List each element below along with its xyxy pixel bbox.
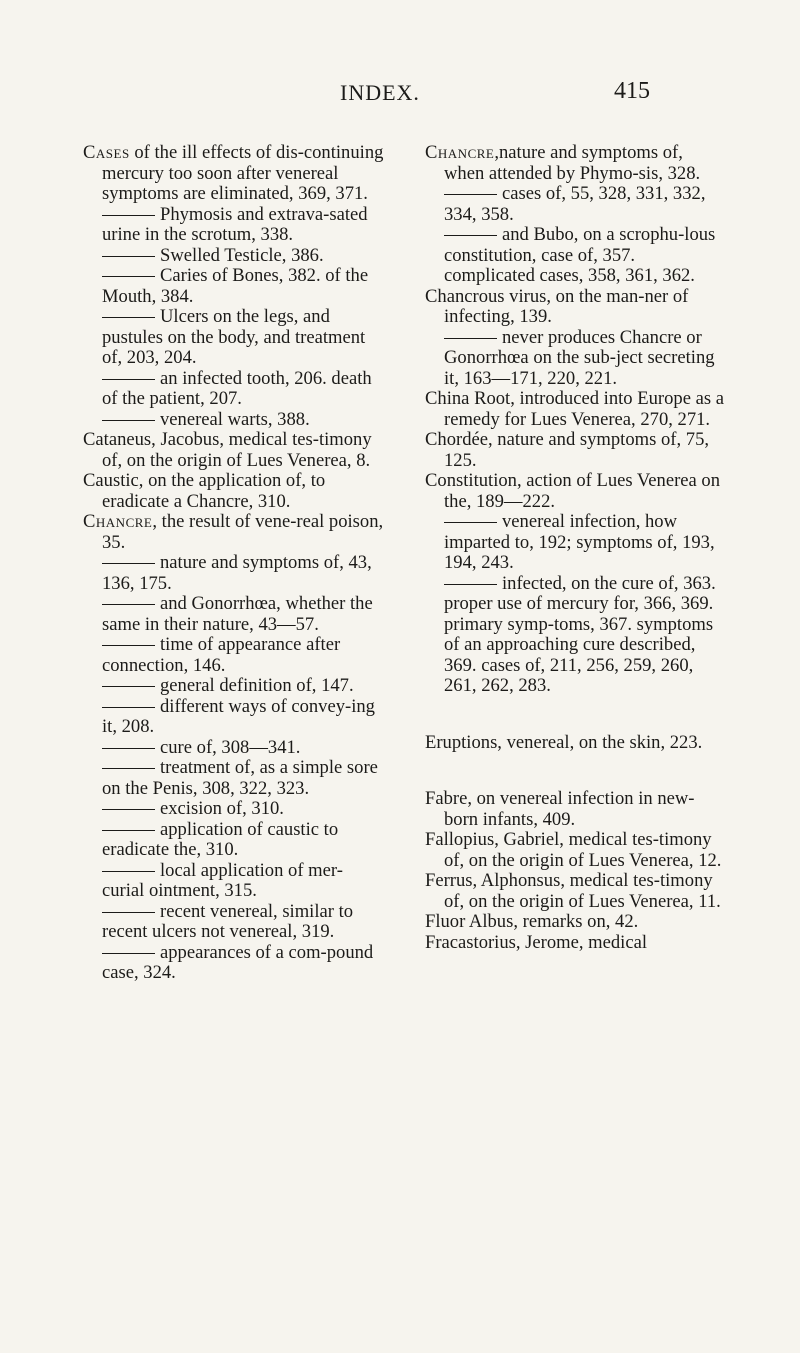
index-entry — [83, 205, 385, 246]
index-entry — [425, 512, 725, 574]
ditto-dash — [102, 912, 155, 913]
index-entry — [83, 266, 385, 307]
ditto-dash — [102, 420, 155, 421]
entry-text: Caries of Bones, 382. of the Mouth, 384. — [102, 265, 369, 307]
entry-text: time of appearance after connection, 146. — [102, 634, 341, 676]
index-entry — [425, 471, 725, 512]
index-entry — [425, 287, 725, 328]
entry-text: , the result of vene-real poison, 35. — [102, 511, 384, 553]
ditto-dash — [102, 256, 155, 257]
page-number: 415 — [614, 78, 650, 104]
index-entry — [425, 733, 725, 754]
index-entry — [83, 943, 385, 984]
ditto-dash — [102, 809, 155, 810]
entry-text: general definition of, 147. — [160, 675, 354, 696]
index-entry — [83, 902, 385, 943]
entry-text: application of caustic to eradicate the, 310. — [102, 818, 339, 860]
index-entry — [425, 574, 725, 697]
entry-text: infected, on the cure of, 363. proper use of mercury for, 366, 369. primary symp-toms, 367. symptoms of an approaching cure described, 369. cases of, 211, 256, 259, 260, 261, 262, 283. — [444, 572, 716, 696]
index-entry — [83, 697, 385, 738]
entry-text: and Gonorrhœa, whether the same in their nature, 43—57. — [102, 593, 373, 635]
ditto-dash — [102, 215, 155, 216]
entry-text: Fallopius, Gabriel, medical tes-timony of, on the origin of Lues Venerea, 12. — [425, 829, 722, 871]
entry-text: never produces Chancre or Gonorrhœa on the sub-ject secreting it, 163—171, 220, 221. — [444, 326, 715, 389]
index-entry — [425, 830, 725, 871]
entry-headword: Chancre — [425, 142, 495, 163]
page-title: INDEX. — [340, 80, 420, 105]
index-entry — [425, 912, 725, 933]
entry-text: Constitution, action of Lues Venerea on the, 189—222. — [425, 470, 721, 512]
index-entry — [83, 799, 385, 820]
index-entry — [425, 184, 725, 225]
entry-text: Ulcers on the legs, and pustules on the body, and treatment of, 203, 204. — [102, 306, 366, 368]
index-entry — [425, 871, 725, 912]
ditto-dash — [102, 317, 155, 318]
index-entry — [425, 225, 725, 287]
entry-text: Fracastorius, Jerome, medical — [425, 931, 648, 953]
ditto-dash — [102, 830, 155, 831]
index-entry — [83, 594, 385, 635]
index-entry — [425, 933, 725, 954]
ditto-dash — [102, 748, 155, 749]
entry-text: appearances of a com-pound case, 324. — [102, 941, 374, 983]
index-entry — [83, 635, 385, 676]
index-entry — [83, 758, 385, 799]
index-entry — [83, 738, 385, 759]
index-entry — [83, 143, 385, 205]
entry-text: Eruptions, venereal, on the skin, 223. — [425, 731, 703, 753]
entry-text: cases of, 55, 328, 331, 332, 334, 358. — [444, 183, 706, 225]
entry-text: nature and symptoms of, 43, 136, 175. — [102, 552, 372, 594]
index-entry — [425, 143, 725, 184]
entry-text: treatment of, as a simple sore on the Penis, 308, 322, 323. — [102, 757, 378, 799]
entry-text: venereal warts, 388. — [160, 408, 310, 430]
ditto-dash — [102, 686, 155, 687]
entry-text: Ferrus, Alphonsus, medical tes-timony of, on the origin of Lues Venerea, 11. — [425, 870, 721, 912]
index-entry — [83, 369, 385, 410]
ditto-dash — [102, 604, 155, 605]
ditto-dash — [444, 235, 497, 236]
entry-text: Phymosis and extrava-sated urine in the scrotum, 338. — [102, 203, 368, 245]
index-entry — [83, 553, 385, 594]
entry-text: Swelled Testicle, 386. — [160, 244, 324, 266]
entry-text: of the ill effects of dis-continuing mercury too soon after venereal symptoms are eliminated, 369, 371. — [102, 142, 384, 204]
index-entry — [425, 430, 725, 471]
right-column — [425, 143, 725, 953]
left-column — [83, 143, 385, 984]
ditto-dash — [102, 953, 155, 954]
ditto-dash — [102, 563, 155, 564]
index-entry — [83, 307, 385, 369]
entry-text: Chancrous virus, on the man-ner of infecting, 139. — [425, 285, 689, 327]
entry-text: Chordée, nature and symptoms of, 75, 125. — [425, 429, 710, 471]
index-entry — [425, 389, 725, 430]
running-header — [0, 80, 800, 110]
ditto-dash — [102, 645, 155, 646]
index-entry — [83, 430, 385, 471]
index-entry — [425, 789, 725, 830]
index-entry — [83, 410, 385, 431]
ditto-dash — [444, 522, 497, 523]
entry-text: Cataneus, Jacobus, medical tes-timony of, on the origin of Lues Venerea, 8. — [83, 429, 372, 471]
ditto-dash — [102, 276, 155, 277]
entry-text: an infected tooth, 206. death of the patient, 207. — [102, 367, 372, 409]
ditto-dash — [102, 379, 155, 380]
entry-text: and Bubo, on a scrophu-lous constitution, case of, 357. complicated cases, 358, 361, 362. — [444, 224, 716, 286]
index-entry — [83, 820, 385, 861]
entry-headword: Cases — [83, 142, 130, 163]
entry-text: Fluor Albus, remarks on, 42. — [425, 911, 639, 932]
ditto-dash — [102, 768, 155, 769]
index-entry — [83, 861, 385, 902]
index-entry — [425, 328, 725, 390]
ditto-dash — [102, 707, 155, 708]
entry-text: cure of, 308—341. — [160, 736, 301, 758]
entry-text: local application of mer-curial ointment, 315. — [102, 859, 343, 901]
entry-headword: Chancre — [83, 511, 153, 532]
ditto-dash — [444, 194, 497, 195]
index-entry — [83, 512, 385, 553]
entry-text: excision of, 310. — [160, 798, 284, 819]
entry-text: Fabre, on venereal infection in new-born infants, 409. — [425, 788, 695, 830]
entry-text: different ways of convey-ing it, 208. — [102, 695, 375, 737]
entry-text: China Root, introduced into Europe as a remedy for Lues Venerea, 270, 271. — [425, 388, 724, 430]
ditto-dash — [102, 871, 155, 872]
entry-text: Caustic, on the application of, to eradicate a Chancre, 310. — [83, 470, 326, 512]
ditto-dash — [444, 584, 497, 585]
ditto-dash — [444, 338, 497, 339]
index-entry — [83, 471, 385, 512]
index-entry — [83, 246, 385, 267]
entry-text: venereal infection, how imparted to, 192; symptoms of, 193, 194, 243. — [444, 511, 715, 573]
entry-text: recent venereal, similar to recent ulcers not venereal, 319. — [102, 900, 354, 942]
entry-text: ,nature and symptoms of, when attended by Phymo-sis, 328. — [444, 142, 701, 184]
index-entry — [83, 676, 385, 697]
